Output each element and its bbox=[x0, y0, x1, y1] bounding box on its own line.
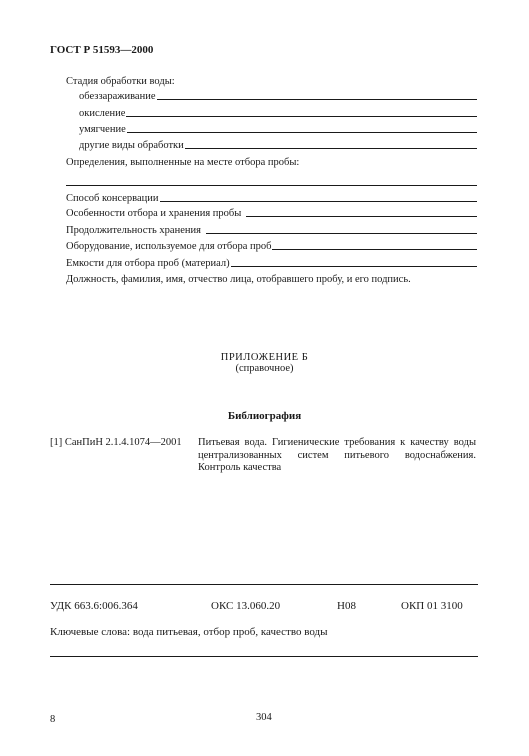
preservation-method-label: Способ консервации bbox=[66, 193, 159, 204]
bibliography-entry-text: Питьевая вода. Гигиенические требования к качеству воды централизованных систем питьевого водоснабжения. Контроль качества bbox=[198, 437, 476, 473]
bibliography-heading: Библиография bbox=[227, 410, 302, 422]
softening-blank-line bbox=[127, 132, 477, 133]
appendix-subtitle: (справочное) bbox=[235, 363, 294, 374]
keywords: Ключевые слова: вода питьевая, отбор проб, качество воды bbox=[50, 626, 328, 638]
oks-code: ОКС 13.060.20 bbox=[211, 600, 281, 612]
oxidation-blank-line bbox=[126, 116, 477, 117]
group-code: Н08 bbox=[337, 600, 356, 612]
storage-duration-blank-line bbox=[206, 233, 477, 234]
sampling-containers-blank-line bbox=[231, 266, 477, 267]
disinfection-field bbox=[79, 91, 477, 102]
other-treatment-field bbox=[79, 140, 477, 151]
softening-field bbox=[79, 124, 477, 135]
disinfection-blank-line bbox=[157, 99, 478, 100]
treatment-stage-label: Стадия обработки воды: bbox=[66, 76, 175, 87]
appendix-title: ПРИЛОЖЕНИЕ Б bbox=[220, 352, 309, 363]
sampling-equipment-blank-line bbox=[272, 249, 477, 250]
oxidation-label: окисление bbox=[79, 108, 126, 119]
sampling-containers-label: Емкости для отбора проб (материал) bbox=[66, 258, 230, 269]
other-treatment-label: другие виды обработки bbox=[79, 140, 184, 151]
preservation-method-field bbox=[66, 193, 477, 204]
page-number-center: 304 bbox=[256, 712, 272, 723]
softening-label: умягчение bbox=[79, 124, 126, 135]
standard-header: ГОСТ Р 51593—2000 bbox=[50, 44, 154, 56]
sampler-signature-label: Должность, фамилия, имя, отчество лица, отобравшего пробу, и его подпись. bbox=[66, 274, 411, 285]
disinfection-label: обеззараживание bbox=[79, 91, 156, 102]
oxidation-field bbox=[79, 108, 477, 119]
okp-code: ОКП 01 3100 bbox=[401, 600, 463, 612]
footer-bottom-rule bbox=[50, 656, 478, 657]
sampling-storage-features-field bbox=[66, 208, 477, 219]
sampling-storage-features-blank-line bbox=[246, 216, 477, 217]
sampling-equipment-field bbox=[66, 241, 477, 252]
onsite-determinations-blank-line bbox=[66, 185, 477, 186]
preservation-method-blank-line bbox=[160, 201, 478, 202]
storage-duration-label: Продолжительность хранения bbox=[66, 225, 201, 236]
sampling-storage-features-label: Особенности отбора и хранения пробы bbox=[66, 208, 242, 219]
footer-top-rule bbox=[50, 584, 478, 585]
bibliography-entry-ref: [1] СанПиН 2.1.4.1074—2001 bbox=[50, 437, 182, 448]
sampling-equipment-label: Оборудование, используемое для отбора проб bbox=[66, 241, 272, 252]
page-number-left: 8 bbox=[50, 714, 56, 725]
other-treatment-blank-line bbox=[185, 148, 477, 149]
udk-code: УДК 663.6:006.364 bbox=[50, 600, 138, 612]
sampling-containers-field bbox=[66, 258, 477, 269]
storage-duration-field bbox=[66, 225, 477, 236]
onsite-determinations-label: Определения, выполненные на месте отбора пробы: bbox=[66, 157, 300, 168]
